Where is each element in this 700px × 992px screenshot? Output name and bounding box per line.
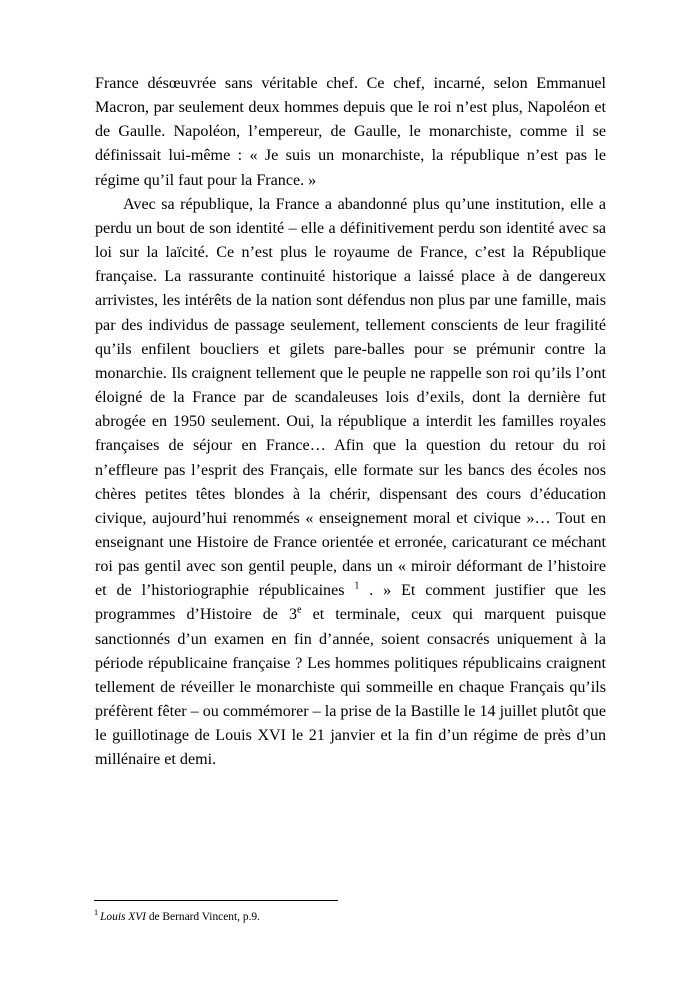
footnote-work-title: Louis XVI [100, 911, 146, 923]
footnote-entry [94, 910, 605, 925]
paragraph-continuation [95, 72, 606, 193]
footnote-citation-rest: de Bernard Vincent, p.9. [145, 911, 260, 923]
paragraph-text: France désœuvrée sans véritable chef. Ce chef, incarné, selon Emmanuel Macron, par seulement deux hommes depuis que le roi n’est plus, Napoléon et de Gaulle. Napoléon, l’empereur, de Gaulle, le monarchiste, comme il se définissait lui-même : « Je suis un monarchiste, la république n’est pas le régime qu’il faut pour la France. » [95, 75, 606, 189]
paragraph-text-part-2: . » Et comment justifier que les programmes d’Histoire de 3 [95, 582, 606, 624]
footnote-separator-rule [94, 900, 338, 901]
paragraph-republique [95, 193, 606, 773]
paragraph-text-part-3: et terminale, ceux qui marquent puisque sanctionnés d’un examen en fin d’année, soient consacrés uniquement à la période républicaine française ? Les hommes politiques républicains craignent tellement de réveiller le monarchiste qui sommeille en chaque Français qu’ils préfèrent fêter – ou commémorer – la prise de la Bastille le 14 juillet plutôt que le guillotinage de Louis XVI le 21 janvier et la fin d’un régime de près d’un millénaire et demi. [95, 606, 606, 769]
footnote-number: 1 [94, 908, 99, 918]
paragraph-text-part-1: Avec sa république, la France a abandonné plus qu’une institution, elle a perdu un bout de son identité – elle a définitivement perdu son identité avec sa loi sur la laïcité. Ce n’est plus le royaume de France, c’est la République française. La rassurante continuité historique a laissé place à de dangereux arrivistes, les intérêts de la nation sont défendus non plus par une famille, mais par des individus de passage seulement, tellement conscients de leur fragilité qu’ils enfilent boucliers et gilets pare-balles pour se prémunir contre la monarchie. Ils craignent tellement que le peuple ne rappelle son roi qu’ils l’ont éloigné de la France par de scandaleuses lois d’exils, dont la dernière fut abrogée en 1950 seulement. Oui, la république a interdit les familles royales françaises de séjour en France… Afin que la question du retour du roi n’effleure pas l’esprit des Français, elle formate sur les bancs des écoles nos chères petites têtes blondes à la chérir, dispensant des cours d’éducation civique, aujourd’hui renommés « enseignement moral et civique »… Tout en enseignant une Histoire de France orientée et erronée, caricaturant ce méchant roi pas gentil avec son gentil peuple, dans un « miroir déformant de l’histoire et de l’historiographie républicaines [95, 195, 606, 600]
footnote-area [94, 900, 605, 925]
ordinal-superscript: e [297, 605, 302, 617]
text-column [95, 72, 606, 773]
footnote-reference-marker[interactable]: 1 [354, 580, 360, 592]
